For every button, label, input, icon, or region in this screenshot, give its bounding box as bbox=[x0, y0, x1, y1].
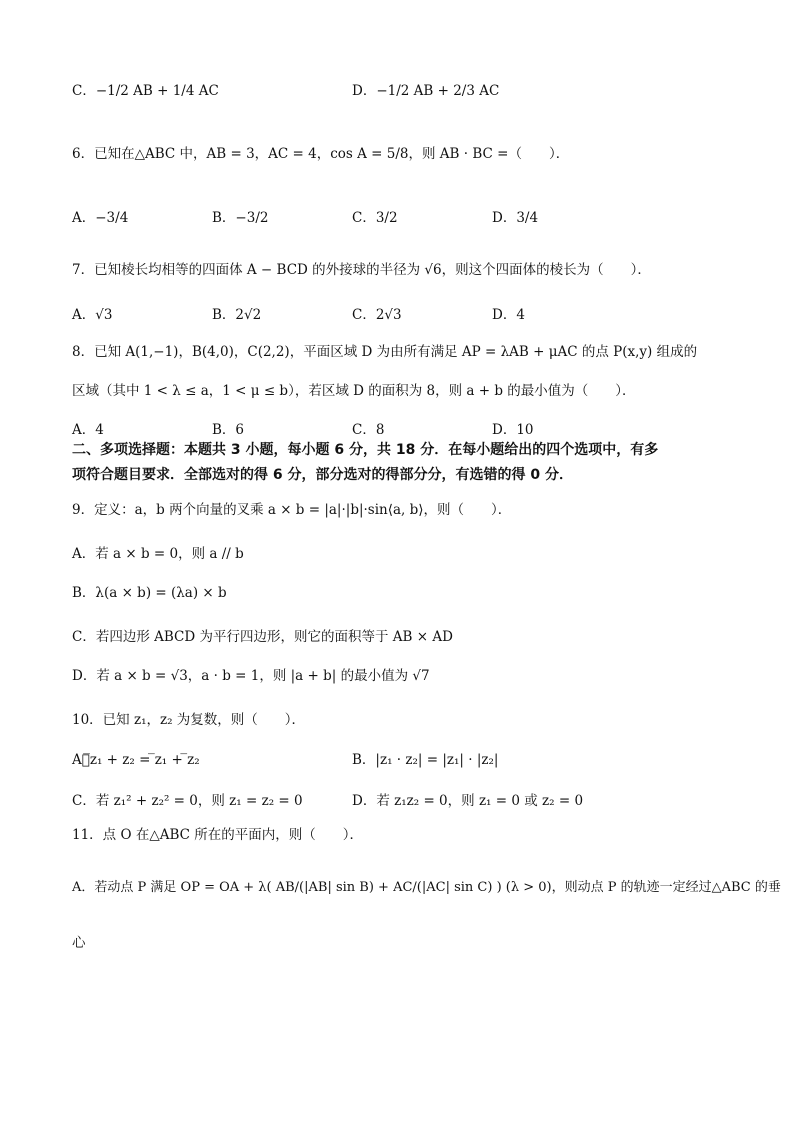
q7-option-a: A．√3 bbox=[72, 307, 113, 323]
q6-option-d: D．3/4 bbox=[492, 210, 539, 226]
q6-option-c: C．3/2 bbox=[352, 210, 398, 226]
q5-option-d: D．−1/2 AB + 2/3 AC bbox=[352, 83, 500, 99]
section2-heading-line1: 二、多项选择题：本题共 3 小题，每小题 6 分，共 18 分．在每小题给出的四个选项中，有多 bbox=[72, 442, 659, 458]
q5-option-c: C．−1/2 AB + 1/4 AC bbox=[72, 83, 219, 99]
q7-option-d: D．4 bbox=[492, 307, 525, 323]
q8-stem-line2: 区域（其中 1 < λ ≤ a，1 < μ ≤ b），若区域 D 的面积为 8，则 a + b 的最小值为（ ）． bbox=[72, 383, 636, 399]
section2-heading-line2: 项符合题目要求．全部选对的得 6 分，部分选对的得部分分，有选错的得 0 分． bbox=[72, 467, 573, 483]
q8-stem-line1: 8．已知 A(1,−1)，B(4,0)，C(2,2)，平面区域 D 为由所有满足 AP = λAB + μAC 的点 P(x,y) 组成的 bbox=[72, 344, 698, 360]
q10-option-c: C．若 z₁² + z₂² = 0，则 z₁ = z₂ = 0 bbox=[72, 793, 303, 809]
q10-option-b: B．|z₁ · z₂| = |z₁| · |z₂| bbox=[352, 752, 499, 768]
q10-option-d: D．若 z₁z₂ = 0，则 z₁ = 0 或 z₂ = 0 bbox=[352, 793, 584, 809]
q9-option-a: A．若 a × b = 0，则 a // b bbox=[72, 546, 244, 562]
q9-option-b: B．λ(a × b) = (λa) × b bbox=[72, 585, 227, 601]
q6-option-b: B．−3/2 bbox=[212, 210, 269, 226]
q11-stem: 11．点 O 在△ABC 所在的平面内，则（ ）． bbox=[72, 827, 364, 843]
q9-stem: 9．定义：a，b 两个向量的叉乘 a × b = |a|·|b|·sin⟨a, b⟩，则（ ）． bbox=[72, 502, 512, 518]
q7-stem: 7．已知棱长均相等的四面体 A − BCD 的外接球的半径为 √6，则这个四面体的棱长为（ ）． bbox=[72, 262, 651, 278]
q11-option-a-line1: A．若动点 P 满足 OP = OA + λ( AB/(|AB| sin B) + AC/(|AC| sin C) ) (λ > 0)，则动点 P 的轨迹一定经过△ABC 的垂 bbox=[72, 880, 781, 895]
q7-option-c: C．2√3 bbox=[352, 307, 402, 323]
q6-option-a: A．−3/4 bbox=[72, 210, 129, 226]
q10-stem: 10．已知 z₁，z₂ 为复数，则（ ）． bbox=[72, 712, 306, 728]
q8-option-b: B．6 bbox=[212, 422, 245, 438]
q6-stem: 6．已知在△ABC 中，AB = 3，AC = 4，cos A = 5/8，则 AB · BC =（ ）． bbox=[72, 146, 570, 162]
q8-option-a: A．4 bbox=[72, 422, 104, 438]
q9-option-d: D．若 a × b = √3，a · b = 1，则 |a + b| 的最小值为 √7 bbox=[72, 668, 430, 684]
q11-option-a-line2: 心 bbox=[72, 935, 86, 951]
q8-option-d: D．10 bbox=[492, 422, 534, 438]
q7-option-b: B．2√2 bbox=[212, 307, 262, 323]
q8-option-c: C．8 bbox=[352, 422, 385, 438]
q9-option-c: C．若四边形 ABCD 为平行四边形，则它的面积等于 AB × AD bbox=[72, 629, 453, 645]
q10-option-a: A．̅z₁ + z₂ = ̅z₁ + ̅z₂ bbox=[72, 752, 200, 768]
